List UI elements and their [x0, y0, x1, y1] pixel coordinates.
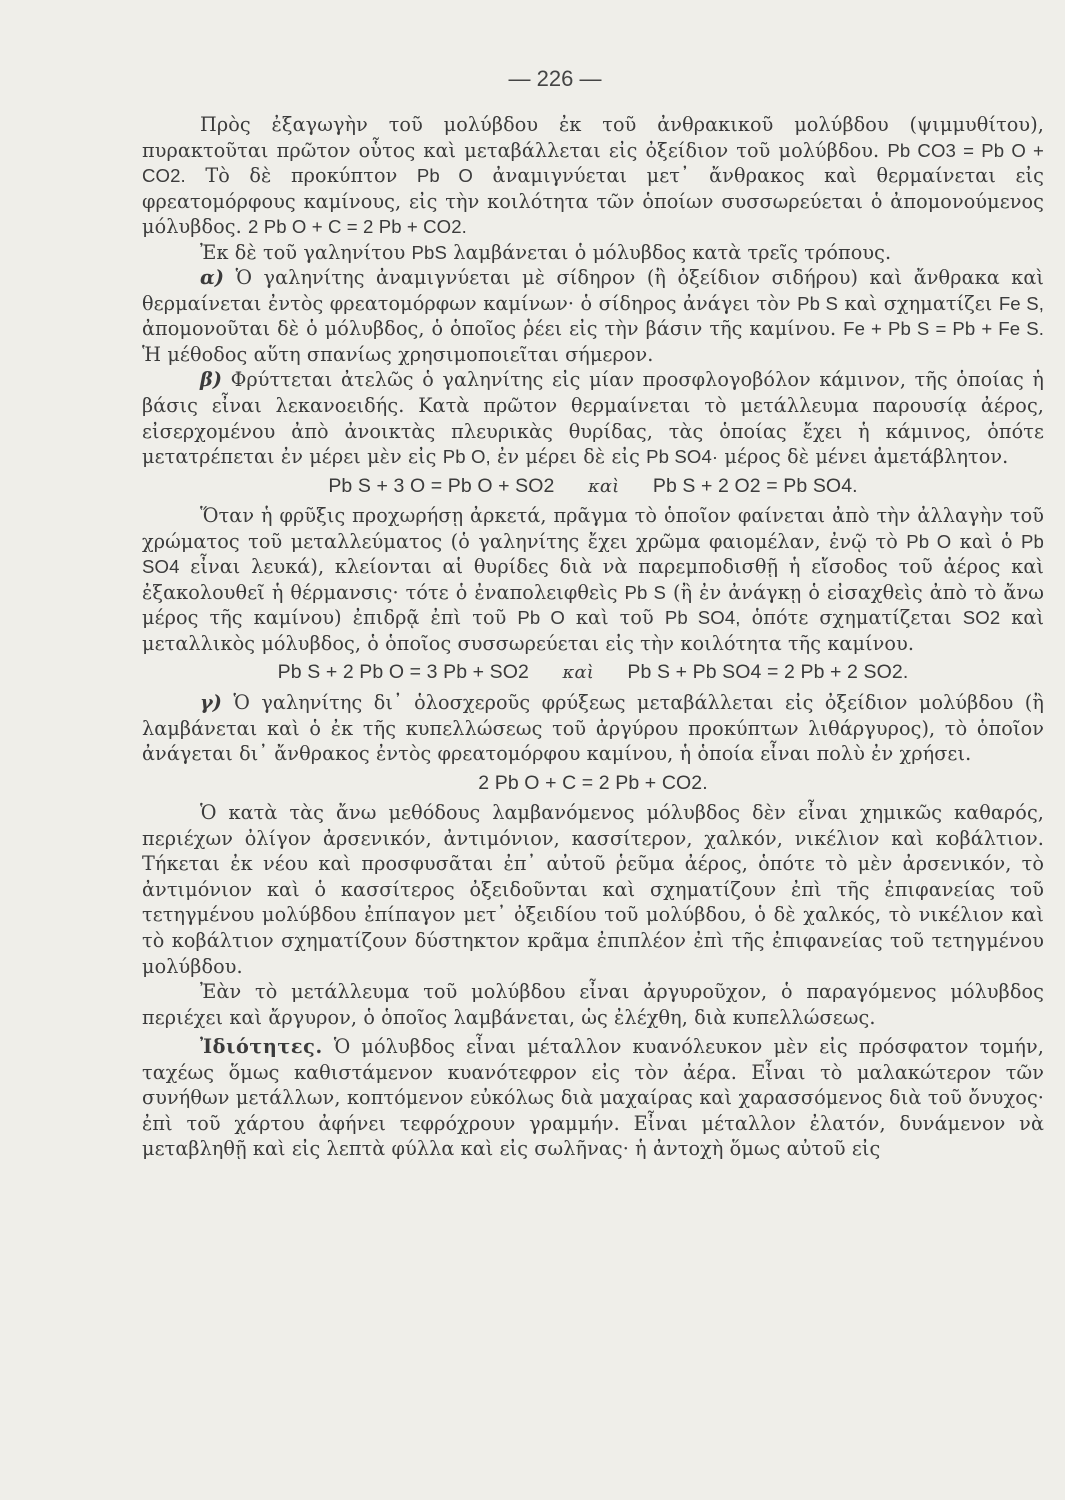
formula: Pb SO4· — [646, 446, 719, 468]
paragraph-refining: Ὁ κατὰ τὰς ἄνω μεθόδους λαμβανόμενος μόλυβδος δὲν εἶναι χημικῶς καθαρός, περιέχων ὀλίγον ἀρσενικόν, ἀντιμόνιον, κασσίτερον, χαλκόν, νικέλιον καὶ κοβάλτιον. Τήκεται ἐκ νέου καὶ προσφυσᾶται ἐπ᾽ αὐτοῦ ῥεῦμα ἀέρος, ὁπότε τὸ μὲν ἀρσενικόν, τὸ ἀντιμόνιον καὶ ὁ κασσίτερος ὀξειδοῦνται καὶ σχηματίζουν ἐπὶ τῆς ἐπιφανείας τοῦ τετηγμένου μολύβδου ἐπίπαγον μετ᾽ ὀξειδίου τοῦ μολύβδου, ὁ δὲ χαλκός, τὸ νικέλιον καὶ τὸ κοβάλτιον σχηματίζουν δύστηκτον κρᾶμα ἐπιπλέον ἐπὶ τῆς ἐπιφανείας τοῦ τετηγμένου μολύβδου. — [142, 801, 1044, 978]
formula: Pb O — [517, 607, 565, 629]
paragraph-properties: Ἰδιότητες. Ὁ μόλυβδος εἶναι μέταλλον κυανόλευκον μὲν εἰς πρόσφατον τομήν, ταχέως ὅμως καθιστάμενον κυανότεφρον εἰς τὸν ἀέρα. Εἶναι τὸ μαλακώτερον τῶν συνήθων μετάλλων, κοπτόμενον εὐκόλως διὰ μαχαίρας καὶ χαρασσόμενος διὰ τοῦ ὄνυχος· ἐπὶ τοῦ χάρτου ἀφήνει τεφρόχρουν γραμμήν. Εἶναι μέταλλον ἐλατόν, δυνάμενον νὰ μεταβληθῇ καὶ εἰς λεπτὰ φύλλα καὶ εἰς σωλῆνας· ἡ ἀντοχὴ ὅμως αὐτοῦ εἰς — [142, 1035, 1044, 1161]
paragraph-silver: Ἐὰν τὸ μετάλλευμα τοῦ μολύβδου εἶναι ἀργυροῦχον, ὁ παραγόμενος μόλυβδος περιέχει καὶ ἄργυρον, ὁ ὁποῖος λαμβάνεται, ὡς ἐλέχθη, διὰ κυπελλώσεως. — [142, 980, 1044, 1029]
equation-carbon-reduction: 2 Pb O + C = 2 Pb + CO2. — [478, 771, 708, 794]
page-text — [142, 112, 1044, 1162]
paragraph-method-b: β) Φρύττεται ἀτελῶς ὁ γαληνίτης εἰς μίαν προσφλογοβόλον κάμινον, τῆς ὁποίας ἡ βάσις εἶναι λεκανοειδής. Κατὰ πρῶτον θερμαίνεται τὸ μετάλλευμα παρουσίᾳ ἀέρος, εἰσερχομένου ἀπὸ ἀνοικτὰς πλευρικὰς θυρίδας, τὰς ὁποίας ἔχει ἡ κάμινος, ὁπότε μετατρέπεται ἐν μέρει μὲν εἰς Pb O, ἐν μέρει δὲ εἰς Pb SO4· μέρος δὲ μένει ἀμετάβλητον. — [142, 368, 1045, 469]
paragraph-carbonate: Πρὸς ἐξαγωγὴν τοῦ μολύβδου ἐκ τοῦ ἀνθρακικοῦ μολύβδου (ψιμμυθίτου), πυρακτοῦται πρῶτον οὗτος καὶ μεταβάλλεται εἰς ὀξείδιον τοῦ μολύβδου. Pb CO3 = Pb O + CO2. Τὸ δὲ προκύπτον Pb O ἀναμιγνύεται μετ᾽ ἄνθρακος καὶ θερμαίνεται εἰς φρεατομόρφους καμίνους, εἰς τὴν κοιλότητα τῶν ὁποίων συσσωρεύεται ὁ ἀπομονούμενος μόλυβδος. 2 Pb O + C = 2 Pb + CO2. — [142, 113, 1045, 239]
page-number: — 226 — — [508, 66, 602, 91]
formula: Pb S — [624, 581, 667, 603]
formula: 2 Pb O + C = 2 Pb + CO2. — [248, 216, 467, 238]
paragraph-roast-reaction: Ὅταν ἡ φρῦξις προχωρήσῃ ἀρκετά, πρᾶγμα τὸ ὁποῖον φαίνεται ἀπὸ τὴν ἀλλαγὴν τοῦ χρώματος τοῦ μεταλλεύματος (ὁ γαληνίτης ἔχει χρῶμα φαιομέλαν, ἐνῷ τὸ Pb O καὶ ὁ Pb SO4 εἶναι λευκά), κλείονται αἱ θυρίδες διὰ νὰ παρεμποδισθῇ ἡ εἴσοδος τοῦ ἀέρος καὶ ἐξακολουθεῖ ἡ θέρμανσις· τότε ὁ ἐναπολειφθεὶς Pb S (ἢ ἐν ἀνάγκῃ ὁ εἰσαχθεὶς ἀπὸ τὸ ἄνω μέρος τῆς καμίνου) ἐπιδρᾷ ἐπὶ τοῦ Pb O καὶ τοῦ Pb SO4, ὁπότε σχηματίζεται SO2 καὶ μεταλλικὸς μόλυβδος, ὁ ὁποῖος συσσωρεύεται εἰς τὴν κοιλότητα τῆς καμίνου. — [142, 504, 1045, 655]
method-label: α) — [200, 266, 225, 290]
formula: Pb SO4, — [664, 607, 741, 629]
formula: Pb S — [797, 292, 839, 314]
paragraph-galena-intro: Ἐκ δὲ τοῦ γαληνίτου PbS λαμβάνεται ὁ μόλυβδος κατὰ τρεῖς τρόπους. — [200, 240, 892, 264]
formula: Pb O, — [442, 446, 491, 468]
section-heading: Ἰδιότητες. — [200, 1035, 323, 1059]
formula: PbS — [411, 241, 447, 263]
method-label: β) — [200, 368, 223, 392]
formula: Pb O — [416, 165, 473, 187]
equation-reduction: Pb S + 2 Pb O = 3 Pb + SO2 καὶ Pb S + Pb SO4 = 2 Pb + 2 SO2. — [277, 661, 909, 684]
formula: Fe + Pb S = Pb + Fe S. — [843, 318, 1044, 340]
formula: SO2 — [962, 607, 1001, 629]
formula: Pb O — [906, 530, 952, 552]
equation-roasting: Pb S + 3 O = Pb O + SO2 καὶ Pb S + 2 O2 = Pb SO4. — [328, 474, 858, 497]
paragraph-method-c: γ) Ὁ γαληνίτης δι᾽ ὁλοσχεροῦς φρύξεως μεταβάλλεται εἰς ὀξείδιον μολύβδου (ἢ λαμβάνεται καὶ ὁ ἐκ τῆς κυπελλώσεως τοῦ ἀργύρου προκύπτων λιθάργυρος), τὸ ὁποῖον ἀνάγεται δι᾽ ἄνθρακος ἐντὸς φρεατομόρφου καμίνου, ἡ ὁποία εἶναι πολὺ ἐν χρήσει. — [142, 691, 1044, 766]
formula: Pb SO4 — [142, 530, 1044, 578]
paragraph-method-a: α) Ὁ γαληνίτης ἀναμιγνύεται μὲ σίδηρον (ἢ ὀξείδιον σιδήρου) καὶ ἄνθρακα καὶ θερμαίνεται ἐντὸς φρεατομόρφων καμίνων· ὁ σίδηρος ἀνάγει τὸν Pb S καὶ σχηματίζει Fe S, ἀπομονοῦται δὲ ὁ μόλυβδος, ὁ ὁποῖος ῥέει εἰς τὴν βάσιν τῆς καμίνου. Fe + Pb S = Pb + Fe S. Ἡ μέθοδος αὕτη σπανίως χρησιμοποιεῖται σήμερον. — [142, 266, 1045, 366]
formula: Fe S, — [998, 292, 1045, 314]
formula: Pb CO3 = Pb O + CO2. — [142, 139, 1045, 187]
method-label: γ) — [200, 691, 222, 715]
